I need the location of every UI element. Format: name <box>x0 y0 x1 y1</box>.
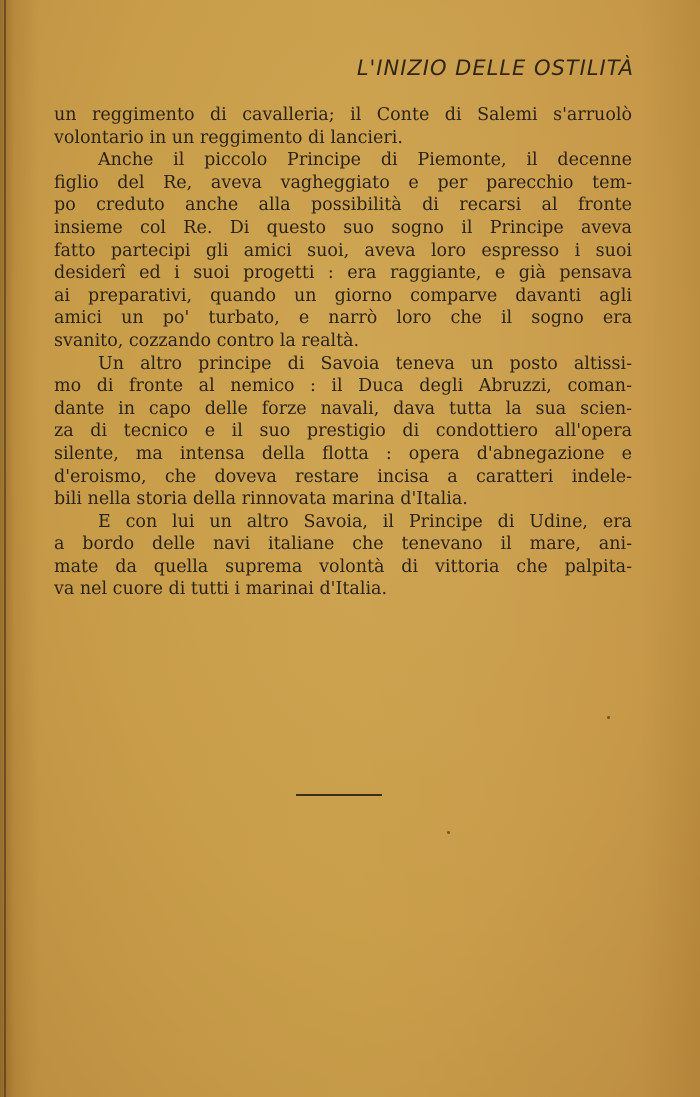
text-line: figlio del Re, aveva vagheggiato e per parecchio tem- <box>54 172 632 193</box>
text-line: bili nella storia della rinnovata marina d'Italia. <box>54 489 468 510</box>
text-line: insieme col Re. Di questo suo sogno il Principe aveva <box>54 217 632 238</box>
text-line: a bordo delle navi italiane che tenevano il mare, ani- <box>54 534 632 555</box>
page-spine-edge <box>4 0 6 1097</box>
text-line: desiderî ed i suoi progetti : era raggiante, e già pensava <box>54 263 632 284</box>
text-line: E con lui un altro Savoia, il Principe di Udine, era <box>98 511 632 532</box>
text-line: po creduto anche alla possibilità di recarsi al fronte <box>54 195 632 216</box>
section-end-rule <box>296 794 382 796</box>
text-line: fatto partecipi gli amici suoi, aveva loro espresso i suoi <box>54 240 632 261</box>
text-line: volontario in un reggimento di lancieri. <box>54 127 403 148</box>
text-line: un reggimento di cavalleria; il Conte di Salemi s'arruolò <box>54 105 632 125</box>
running-head-title: L'INIZIO DELLE OSTILITÀ <box>356 56 634 80</box>
text-line: silente, ma intensa della flotta : opera d'abnegazione e <box>54 443 632 464</box>
text-line: svanito, cozzando contro la realtà. <box>54 330 360 351</box>
text-line: za di tecnico e il suo prestigio di condottiero all'opera <box>54 421 632 442</box>
body-text <box>54 104 632 601</box>
text-line: Anche il piccolo Principe di Piemonte, il decenne <box>98 150 632 171</box>
text-line: va nel cuore di tutti i marinai d'Italia. <box>54 579 388 600</box>
text-line: dante in capo delle forze navali, dava tutta la sua scien- <box>54 398 632 419</box>
text-line: ai preparativi, quando un giorno comparve davanti agli <box>54 285 632 306</box>
text-line: mo di fronte al nemico : il Duca degli Abruzzi, coman- <box>54 376 632 397</box>
text-line: mate da quella suprema volontà di vittoria che palpita- <box>54 556 632 577</box>
text-line: d'eroismo, che doveva restare incisa a caratteri indele- <box>54 466 632 487</box>
text-line: amici un po' turbato, e narrò loro che il sogno era <box>54 308 632 329</box>
paper-speck <box>447 831 450 834</box>
paper-speck <box>607 716 610 719</box>
text-line: Un altro principe di Savoia teneva un posto altissi- <box>98 353 632 374</box>
